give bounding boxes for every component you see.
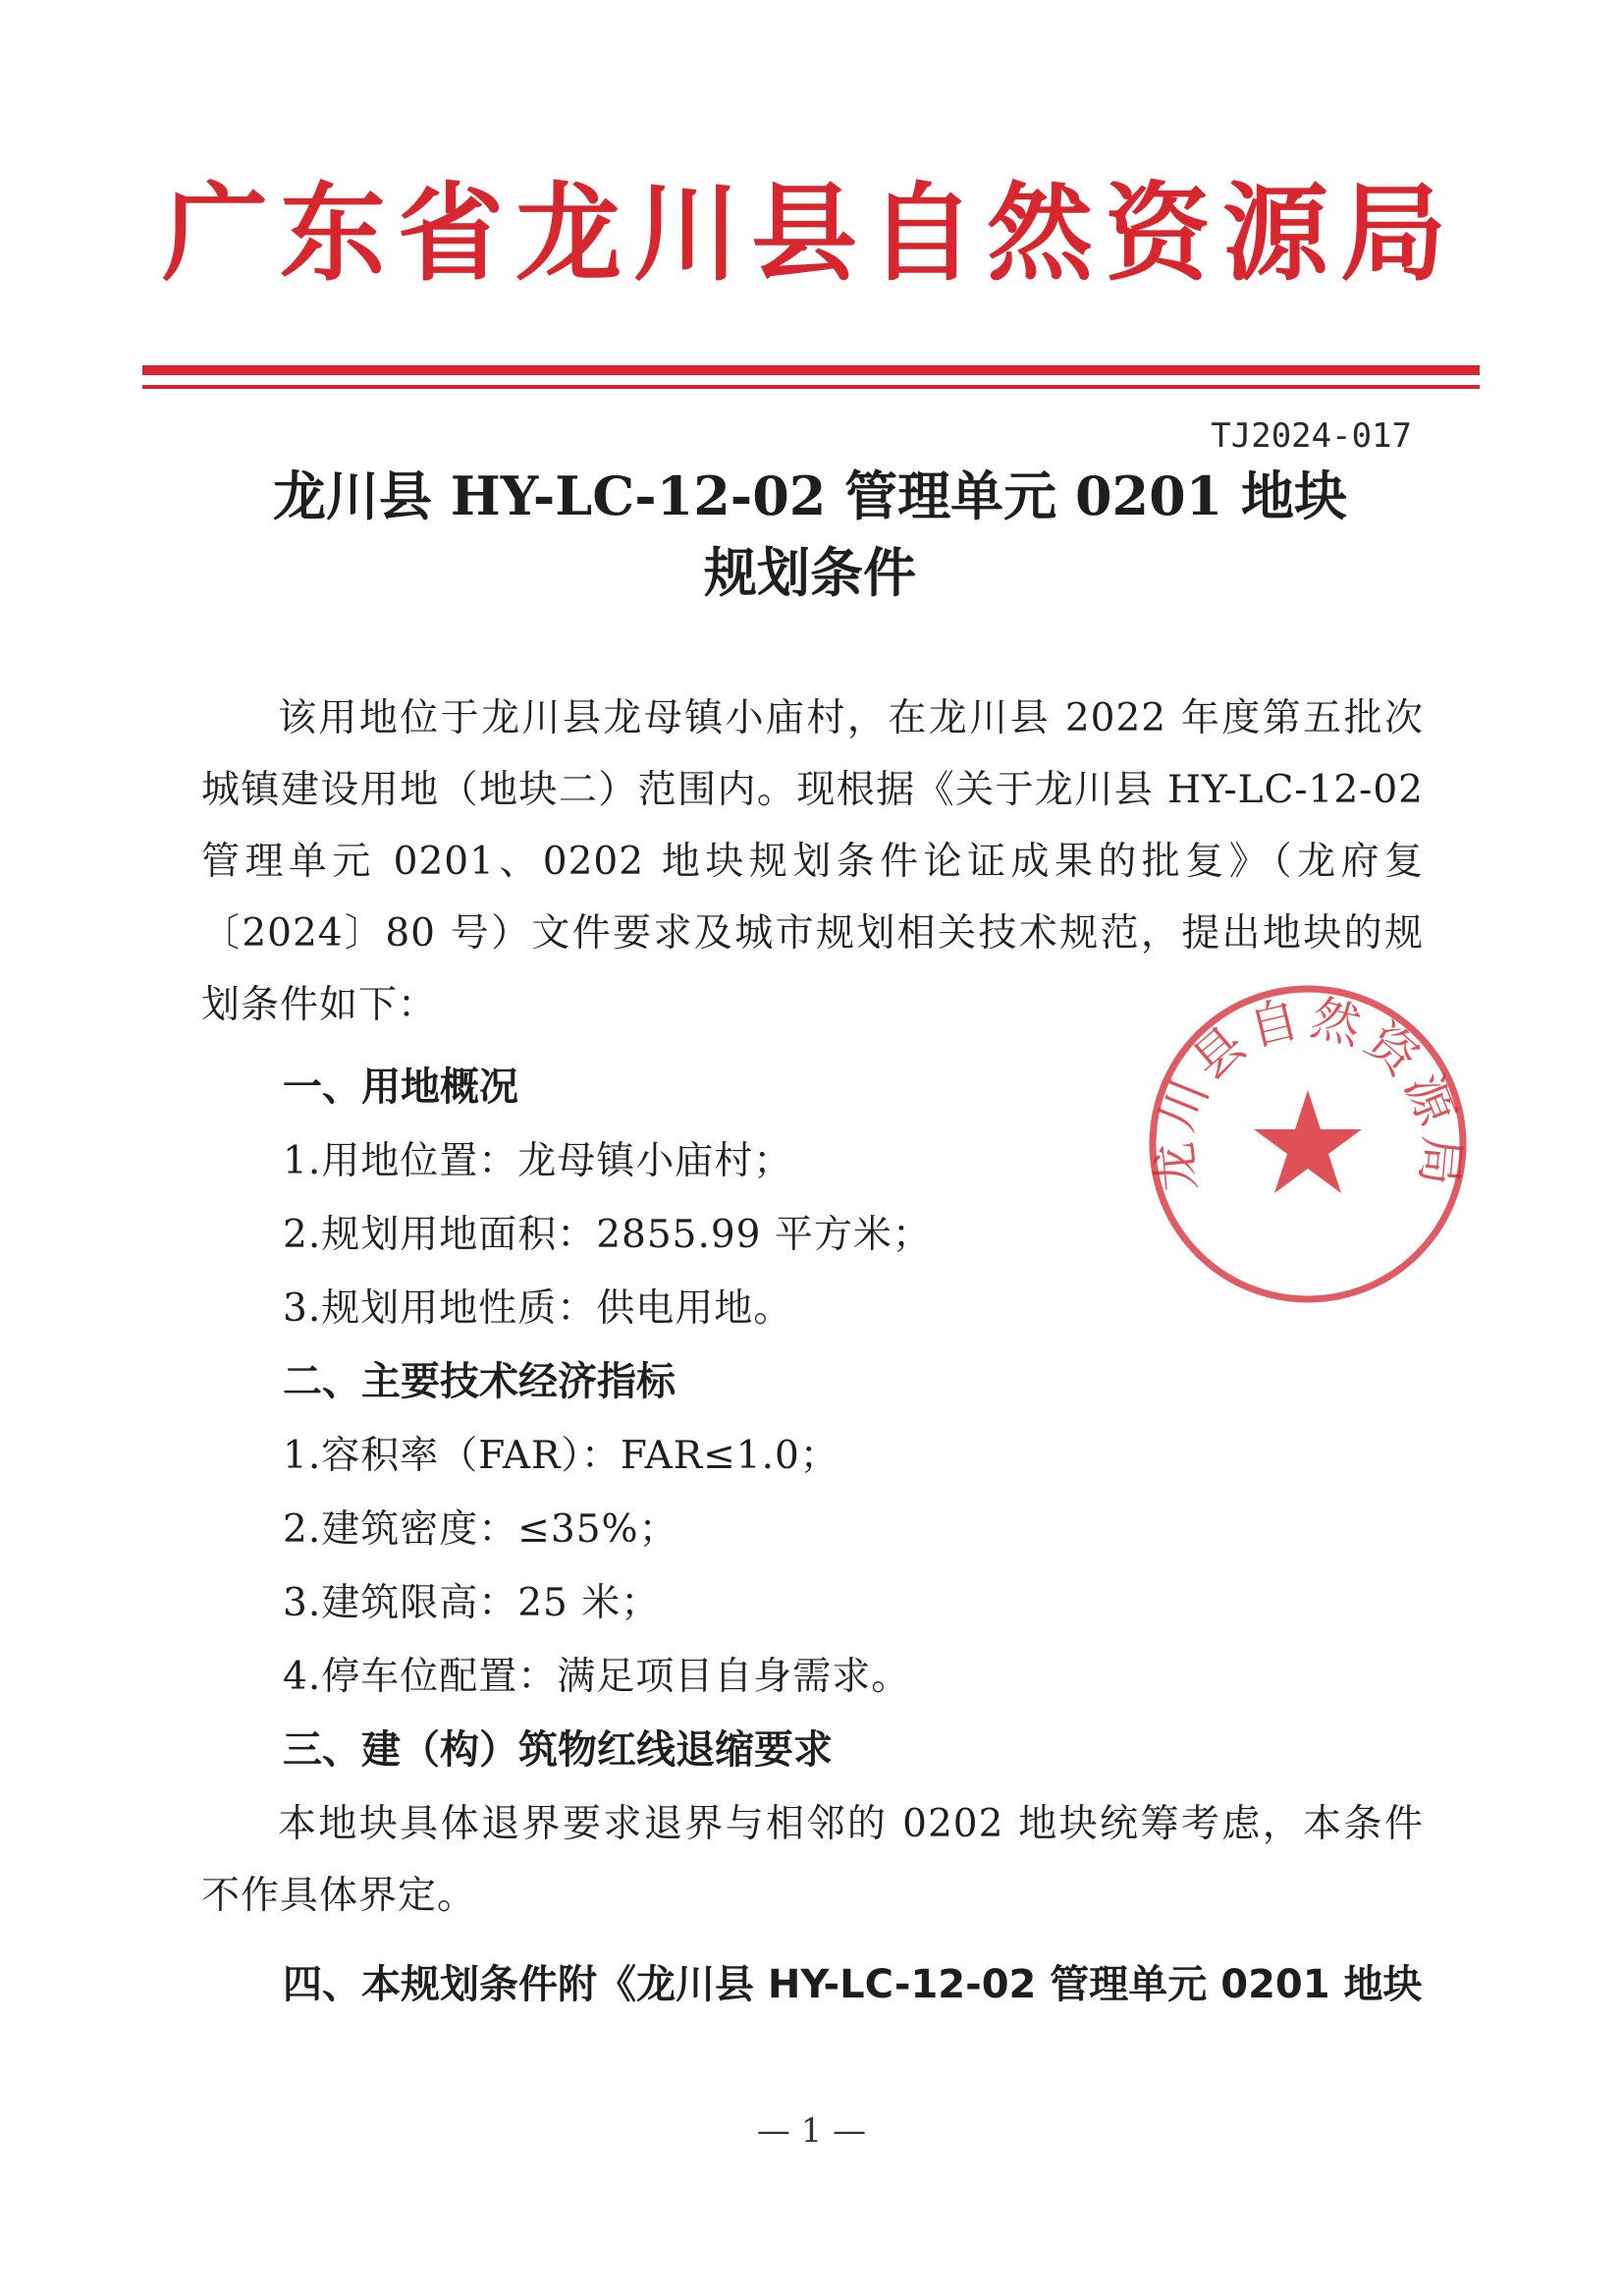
section-2-item-3: 3.建筑限高：25 米； [283, 1581, 661, 1625]
section-1-item-1: 1.用地位置：龙母镇小庙村； [283, 1139, 793, 1183]
section-1-item-2: 2.规划用地面积：2855.99 平方米； [283, 1213, 932, 1257]
page-number: — 1 — [756, 2111, 867, 2151]
document-title-line-1: 龙川县 HY-LC-12-02 管理单元 0201 地块 [272, 465, 1348, 527]
seal-text: 龙川县自然资源局 [1145, 988, 1471, 1194]
section-3-body: 本地块具体退界要求退界与相邻的 0202 地块统筹考虑，本条件不作具体界定。 [201, 1802, 1424, 1918]
section-2-item-2: 2.建筑密度：≤35%； [283, 1507, 678, 1552]
section-4-heading: 四、本规划条件附《龙川县 HY-LC-12-02 管理单元 0201 地块 [283, 1962, 1423, 2007]
red-header-rule-thick [142, 365, 1480, 375]
intro-paragraph: 该用地位于龙川县龙母镇小庙村，在龙川县 2022 年度第五批次城镇建设用地（地块二）范围内。现根据《关于龙川县 HY-LC-12-02 管理单元 0201、0202 地块规划条件论证成果的批复》（龙府复〔2024〕80 号）文件要求及城市规划相关技术规范，提出地块的规划条件如下： [201, 696, 1424, 1027]
document-number: TJ2024-017 [1211, 416, 1412, 456]
document-title-line-2: 规划条件 [704, 541, 916, 604]
official-seal [1141, 977, 1475, 1311]
document-title [177, 458, 1443, 611]
section-1-item-3: 3.规划用地性质：供电用地。 [283, 1286, 793, 1331]
section-2-heading: 二、主要技术经济指标 [283, 1359, 676, 1404]
star-icon [1254, 1090, 1362, 1193]
section-2-item-4: 4.停车位配置：满足项目自身需求。 [283, 1655, 911, 1699]
section-3-heading: 三、建（构）筑物红线退缩要求 [283, 1727, 833, 1773]
agency-name: 广东省龙川县自然资源局 [161, 173, 1458, 296]
red-header-rule-thin [142, 385, 1480, 389]
section-2-item-1: 1.容积率（FAR）：FAR≤1.0； [283, 1434, 839, 1478]
section-1-heading: 一、用地概况 [283, 1065, 518, 1110]
